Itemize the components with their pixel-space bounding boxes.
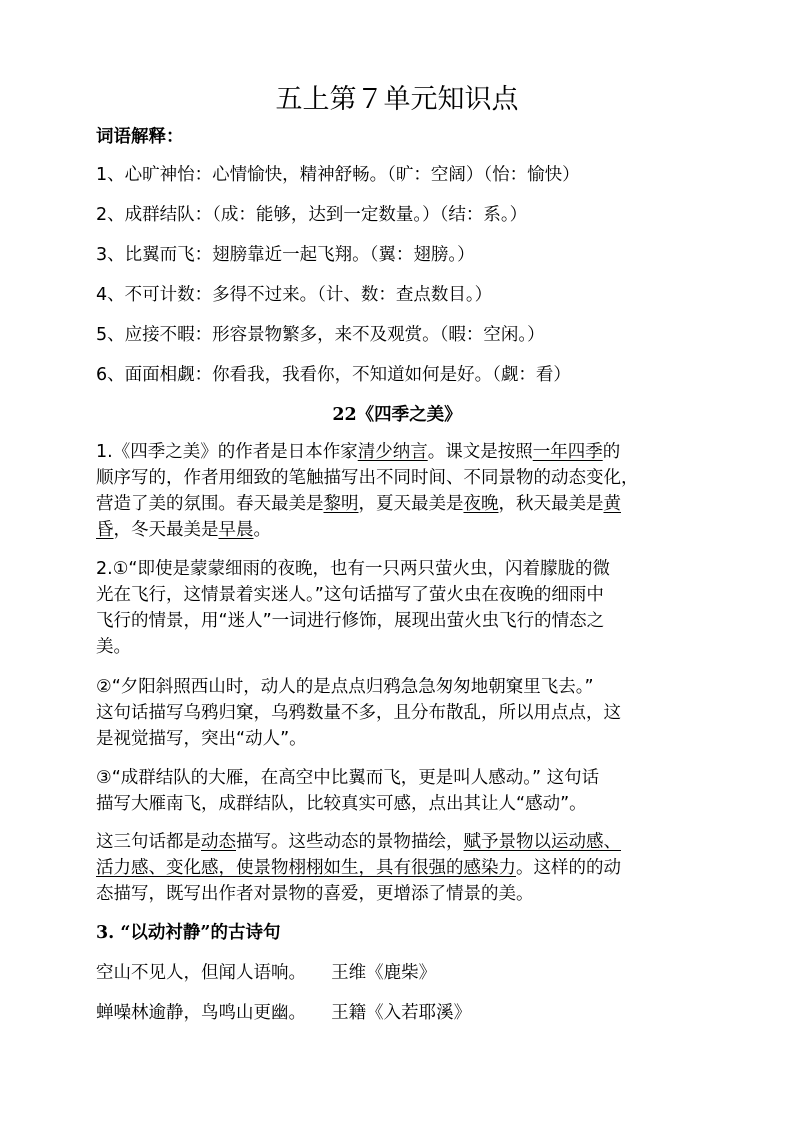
poem-verse: 空山不见人，但闻人语响。 xyxy=(96,963,306,983)
poem-line xyxy=(96,960,716,986)
vocab-item: 3、比翼而飞：翅膀靠近一起飞翔。（翼：翅膀。） xyxy=(96,245,475,265)
page-title: 五上第７单元知识点 xyxy=(275,84,519,115)
underlined-text: 赋予景物以运动感、 xyxy=(463,832,621,852)
underlined-text: 清少纳言 xyxy=(357,442,428,462)
underlined-text: 早晨 xyxy=(218,520,254,540)
vocab-item: 1、心旷神怡：心情愉快，精神舒畅。（旷：空阔）（怡：愉快） xyxy=(96,165,580,185)
vocab-item: 4、不可计数：多得不过来。（计、数：查点数目。） xyxy=(96,285,493,305)
lesson-title: 22《四季之美》 xyxy=(332,405,462,425)
vocab-item: 2、成群结队：（成：能够，达到一定数量。）（结：系。） xyxy=(96,205,528,225)
underlined-text: 黎明 xyxy=(323,494,359,514)
section-heading-poems: 3. “以动衬静”的古诗句 xyxy=(96,923,281,943)
poem-line xyxy=(96,1000,716,1026)
poem-source: 王籍《入若耶溪》 xyxy=(331,1003,472,1023)
paragraph-author: 1.《四季之美》的作者是日本作家清少纳言。课文是按照一年四季的 顺序写的，作者用细致的笔触描写出不同时间、不同景物的动态变化， 营造了美的氛围。春天最美是黎明，夏天最美是夜晚，秋天最美是黄 昏，冬天最美是早晨。 xyxy=(96,442,639,540)
section-heading-vocab: 词语解释： xyxy=(96,127,184,147)
underlined-text: 昏 xyxy=(96,520,114,540)
poem-source: 王维《鹿柴》 xyxy=(331,963,437,983)
vocab-item: 5、应接不暇：形容景物繁多，来不及观赏。（暇：空闲。） xyxy=(96,325,545,345)
underlined-text: 黄 xyxy=(603,494,621,514)
poem-verse: 蝉噪林逾静，鸟鸣山更幽。 xyxy=(96,1003,306,1023)
paragraph-geese: ③“成群结队的大雁，在高空中比翼而飞，更是叫人感动。” 这句话 描写大雁南飞，成群结队，比较真实可感，点出其让人“感动”。 xyxy=(96,768,600,814)
underlined-text: 一年四季 xyxy=(532,442,603,462)
underlined-text: 夜晚 xyxy=(463,494,499,514)
underlined-text: 动态 xyxy=(201,832,236,852)
paragraph-summary: 这三句话都是动态描写。这些动态的景物描绘，赋予景物以运动感、 活力感、变化感，使景物栩栩如生，具有很强的感染力。这样的的动 态描写，既写出作者对景物的喜爱，更增添了情景的美。 xyxy=(96,832,621,904)
paragraph-crows: ②“夕阳斜照西山时，动人的是点点归鸦急急匆匆地朝窠里飞去。” 这句话描写乌鸦归窠，乌鸦数量不多，且分布散乱，所以用点点，这 是视觉描写，突出“动人”。 xyxy=(96,677,621,749)
vocab-item: 6、面面相觑：你看我，我看你，不知道如何是好。（觑：看） xyxy=(96,365,571,385)
underlined-text: 活力感、变化感，使景物栩栩如生，具有很强的感染力 xyxy=(96,858,516,878)
paragraph-firefly: 2.①“即使是蒙蒙细雨的夜晚，也有一只两只萤火虫，闪着朦胧的微 光在飞行，这情景着实迷人。”这句话描写了萤火虫在夜晚的细雨中 飞行的情景，用“迷人”一词进行修饰，展现出萤火虫飞行的情态之 美。 xyxy=(96,559,610,657)
